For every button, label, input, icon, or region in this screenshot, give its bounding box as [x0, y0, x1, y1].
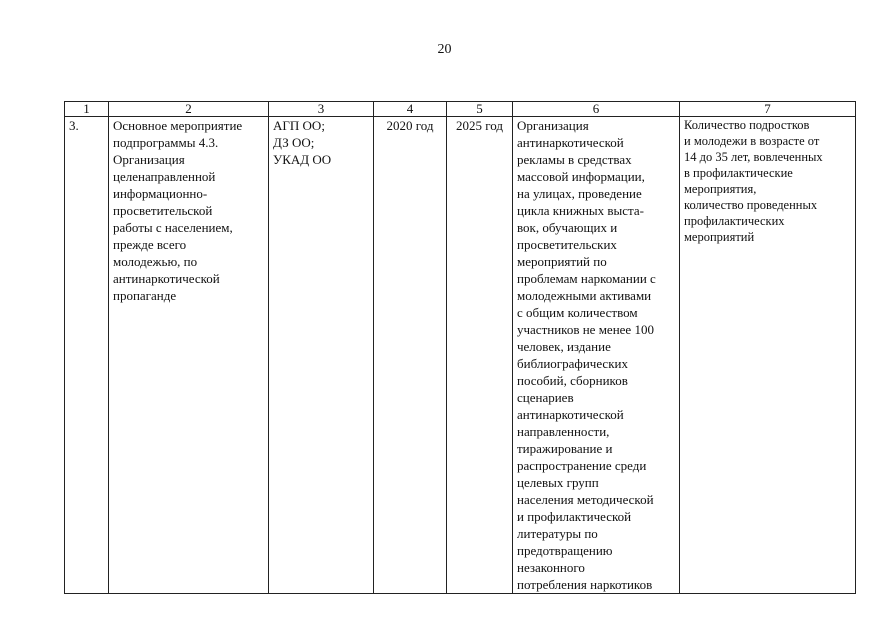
- event-text: Основное мероприятие подпрограммы 4.3. Организация целенаправленной информационно- просветительской работы с населением, прежде всего молодежью, по антинаркотической пропаганде: [113, 118, 243, 303]
- end-year-cell: [447, 117, 513, 594]
- table-header-row: [65, 102, 856, 117]
- column-header-5: 5: [447, 102, 513, 117]
- executors-cell: [269, 117, 374, 594]
- row-number-cell: [65, 117, 109, 594]
- column-header-4: 4: [374, 102, 447, 117]
- start-year-cell: [374, 117, 447, 594]
- column-header-3: 3: [269, 102, 374, 117]
- end-year: 2025 год: [456, 118, 503, 133]
- description-cell: [513, 117, 680, 594]
- indicators-text: Количество подростков и молодежи в возрасте от 14 до 35 лет, вовлеченных в профилактические мероприятия, количество проведенных профилактических мероприятий: [684, 118, 823, 244]
- description-text: Организация антинаркотической рекламы в средствах массовой информации, на улицах, проведение цикла книжных выста- вок, обучающих и просветительских мероприятий по проблемам наркомании с молодежными активами с общим количеством участников не менее 100 человек, издание библиографических пособий, сборников сценариев антинаркотической направленности, тиражирование и распространение среди целевых групп населения методической и профилактической литературы по предотвращению незаконного потребления наркотиков: [517, 118, 656, 592]
- event-cell: [109, 117, 269, 594]
- column-header-2: 2: [109, 102, 269, 117]
- indicators-cell: [680, 117, 856, 594]
- program-table: [64, 101, 856, 594]
- executors-text: АГП ОО; ДЗ ОО; УКАД ОО: [273, 118, 332, 167]
- start-year: 2020 год: [386, 118, 434, 133]
- column-header-7: 7: [680, 102, 856, 117]
- column-header-1: 1: [65, 102, 109, 117]
- table-row: [65, 117, 856, 594]
- column-header-6: 6: [513, 102, 680, 117]
- page-number: 20: [437, 42, 452, 57]
- row-number: 3.: [69, 118, 79, 133]
